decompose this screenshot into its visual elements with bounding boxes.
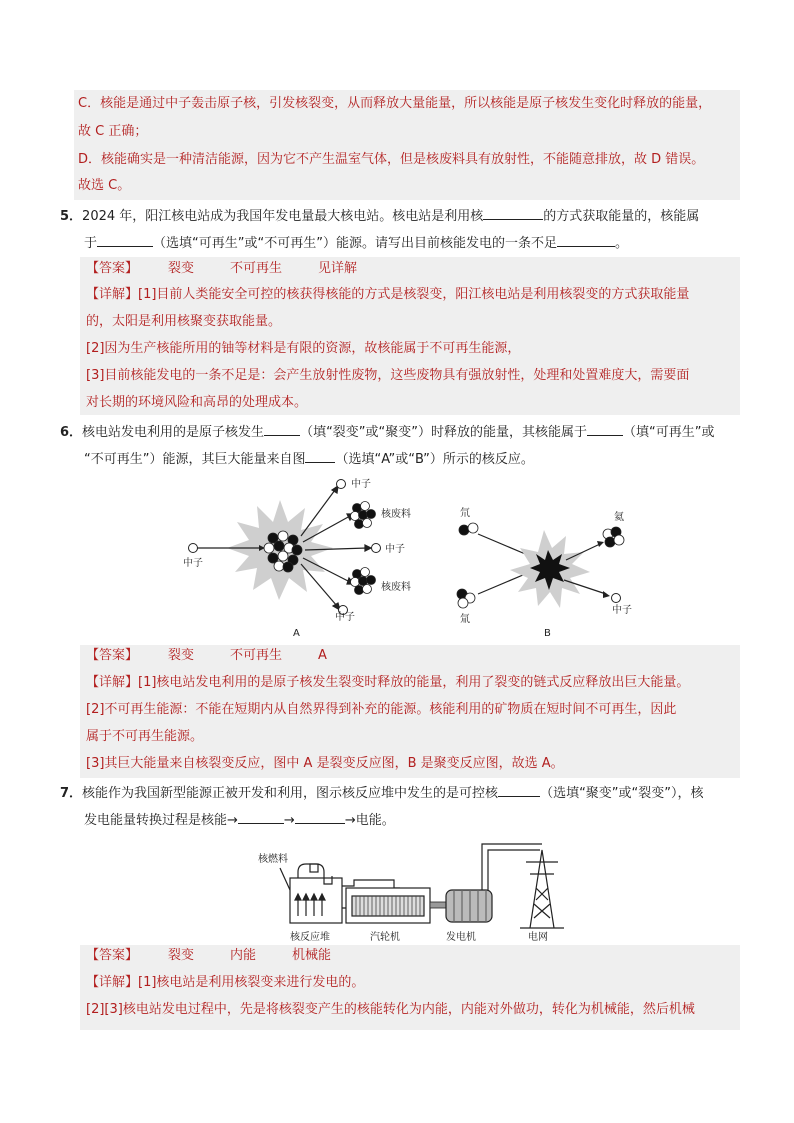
q6-text: （填“裂变”或“聚变”）时释放的能量，其核能属于 bbox=[300, 425, 588, 440]
tritium-label: 氚 bbox=[460, 614, 470, 625]
q5-number: 5． bbox=[60, 209, 83, 224]
fuel-label: 核燃料 bbox=[258, 854, 288, 865]
q5-detail-line1: 【详解】[1]目前人类能安全可控的核获得核能的方式是核裂变，阳江核电站是利用核裂变的方式获取能量 bbox=[86, 287, 690, 302]
q6-blank-1[interactable] bbox=[264, 421, 300, 436]
answer-1: 裂变 bbox=[168, 648, 195, 663]
q6-detail-line1: 【详解】[1]核电站发电利用的是原子核发生裂变时释放的能量，利用了裂变的链式反应释放出巨大能量。 bbox=[86, 675, 690, 690]
q5-blank-1[interactable] bbox=[483, 205, 543, 220]
figure-b-caption: B bbox=[544, 628, 551, 639]
q5-stem-line2 bbox=[84, 232, 628, 254]
q5-text: 2024 年，阳江核电站成为我国年发电量最大核电站。核电站是利用核 bbox=[82, 209, 484, 224]
q7-detail-line2: [2][3]核电站发电过程中，先是将核裂变产生的核能转化为内能，内能对外做功，转化为机械能，然后机械 bbox=[86, 1002, 695, 1017]
option-d-line: D．核能确实是一种清洁能源，因为它不产生温室气体，但是核废料具有放射性，不能随意排放，故 D 错误。 bbox=[78, 152, 705, 167]
answer-label: 【答案】 bbox=[86, 648, 139, 663]
q6-stem-line2 bbox=[84, 448, 534, 470]
answer-2: 内能 bbox=[230, 948, 257, 963]
q6-blank-2[interactable] bbox=[587, 421, 623, 436]
shaft bbox=[430, 902, 446, 908]
helium-label: 氦 bbox=[614, 512, 624, 523]
generator-icon bbox=[446, 890, 492, 922]
q6-detail-line2: [2]不可再生能源：不能在短期内从自然界得到补充的能源。核能利用的矿物质在短时间不可再生，因此 bbox=[86, 702, 677, 717]
neutron-bottom-label: 中子 bbox=[335, 612, 355, 623]
neutron-in-icon bbox=[189, 544, 198, 553]
neutron-in-label: 中子 bbox=[183, 558, 203, 569]
deuterium-label: 氘 bbox=[460, 508, 470, 519]
answer-1: 裂变 bbox=[168, 261, 195, 276]
q6-text: （填“可再生”或 bbox=[623, 425, 715, 440]
turbine-label: 汽轮机 bbox=[370, 932, 400, 943]
q6-blank-3[interactable] bbox=[305, 448, 335, 463]
q6-text: （选填“A”或“B”）所示的核反应。 bbox=[335, 452, 534, 467]
q7-blank-3[interactable] bbox=[295, 809, 345, 824]
reactor-label: 核反应堆 bbox=[290, 932, 330, 943]
q5-blank-2[interactable] bbox=[97, 232, 153, 247]
q6-text: 核电站发电利用的是原子核发生 bbox=[82, 425, 265, 440]
fusion-diagram bbox=[452, 500, 642, 642]
q7-number: 7． bbox=[60, 786, 83, 801]
q5-solution-block bbox=[80, 257, 740, 415]
q7-text: （选填“聚变”或“裂变”），核 bbox=[540, 786, 704, 801]
answer-label: 【答案】 bbox=[86, 261, 139, 276]
neutron-out-icon bbox=[612, 594, 621, 603]
answer-2: 不可再生 bbox=[230, 648, 283, 663]
helium-icon bbox=[603, 527, 624, 547]
conclusion-line: 故选 C。 bbox=[78, 178, 131, 193]
q5-detail-line1b: 的，太阳是利用核聚变获取能量。 bbox=[86, 314, 282, 329]
tritium-icon bbox=[457, 589, 475, 608]
waste-top-label: 核废料 bbox=[381, 509, 411, 520]
q5-detail-line3: [3]目前核能发电的一条不足是：会产生放射性废物，这些废物具有强放射性，处理和处置难度大，需要面 bbox=[86, 368, 690, 383]
q7-text: 核能作为我国新型能源正被开发和利用，图示核反应堆中发生的是可控核 bbox=[82, 786, 499, 801]
q7-text: → bbox=[283, 813, 295, 828]
answer-3: A bbox=[318, 648, 327, 663]
neutron-mid-label: 中子 bbox=[385, 544, 405, 555]
generator-label: 发电机 bbox=[446, 932, 476, 943]
q7-stem-line2 bbox=[84, 809, 395, 831]
q5-text: （选填“可再生”或“不可再生”）能源。请写出目前核能发电的一条不足 bbox=[153, 236, 557, 251]
q7-stem-line1 bbox=[60, 782, 704, 804]
q6-number: 6． bbox=[60, 425, 83, 440]
q5-detail-line3b: 对长期的环境风险和高昂的处理成本。 bbox=[86, 395, 308, 410]
waste-bottom-label: 核废料 bbox=[381, 582, 411, 593]
answer-1: 裂变 bbox=[168, 948, 195, 963]
answer-3: 见详解 bbox=[318, 261, 358, 276]
q5-answer-line bbox=[86, 259, 357, 279]
answer-label: 【答案】 bbox=[86, 948, 139, 963]
q5-stem-line1 bbox=[60, 205, 699, 227]
option-c-line: C．核能是通过中子轰击原子核，引发核裂变，从而释放大量能量，所以核能是原子核发生变化时释放的能量， bbox=[78, 96, 712, 111]
q5-blank-3[interactable] bbox=[557, 232, 615, 247]
q7-blank-2[interactable] bbox=[238, 809, 284, 824]
fission-diagram bbox=[175, 472, 430, 642]
q5-text: 。 bbox=[614, 236, 628, 251]
detail-label: 【详解】 bbox=[86, 287, 139, 302]
q6-stem-line1 bbox=[60, 421, 715, 443]
power-plant-diagram bbox=[250, 838, 580, 943]
q5-text: 的方式获取能量的，核能属 bbox=[543, 209, 700, 224]
q6-answer-line bbox=[86, 646, 327, 666]
figure-a-caption: A bbox=[293, 628, 300, 639]
detail-label: 【详解】 bbox=[86, 975, 139, 990]
deuterium-icon bbox=[459, 523, 478, 535]
q7-text: →电能。 bbox=[344, 813, 395, 828]
power-line bbox=[482, 844, 542, 890]
q5-detail-line2: [2]因为生产核能所用的铀等材料是有限的资源，故核能属于不可再生能源， bbox=[86, 341, 521, 356]
waste-bottom-icon bbox=[351, 568, 376, 595]
waste-top-icon bbox=[351, 502, 376, 529]
neutron-label: 中子 bbox=[612, 605, 632, 616]
neutron-out-icon bbox=[372, 544, 381, 553]
q7-detail-line1: 【详解】[1]核电站是利用核裂变来进行发电的。 bbox=[86, 975, 365, 990]
grid-label: 电网 bbox=[528, 932, 548, 943]
q6-detail-line3: [3]其巨大能量来自核裂变反应，图中 A 是裂变反应图，B 是聚变反应图，故选 A。 bbox=[86, 756, 564, 771]
answer-3: 机械能 bbox=[292, 948, 332, 963]
q6-detail-line2b: 属于不可再生能源。 bbox=[86, 729, 204, 744]
q5-text: 于 bbox=[84, 236, 98, 251]
tower-icon bbox=[520, 850, 564, 928]
neutron-out-icon bbox=[337, 480, 346, 489]
q7-answer-line bbox=[86, 946, 331, 966]
option-c-line2: 故 C 正确； bbox=[78, 124, 148, 139]
detail-label: 【详解】 bbox=[86, 675, 139, 690]
q6-text: “不可再生”）能源，其巨大能量来自图 bbox=[84, 452, 306, 467]
neutron-top-label: 中子 bbox=[351, 479, 371, 490]
reactor-icon bbox=[280, 864, 342, 923]
answer-2: 不可再生 bbox=[230, 261, 283, 276]
q7-blank-1[interactable] bbox=[498, 782, 540, 797]
q7-text: 发电能量转换过程是核能→ bbox=[84, 813, 238, 828]
